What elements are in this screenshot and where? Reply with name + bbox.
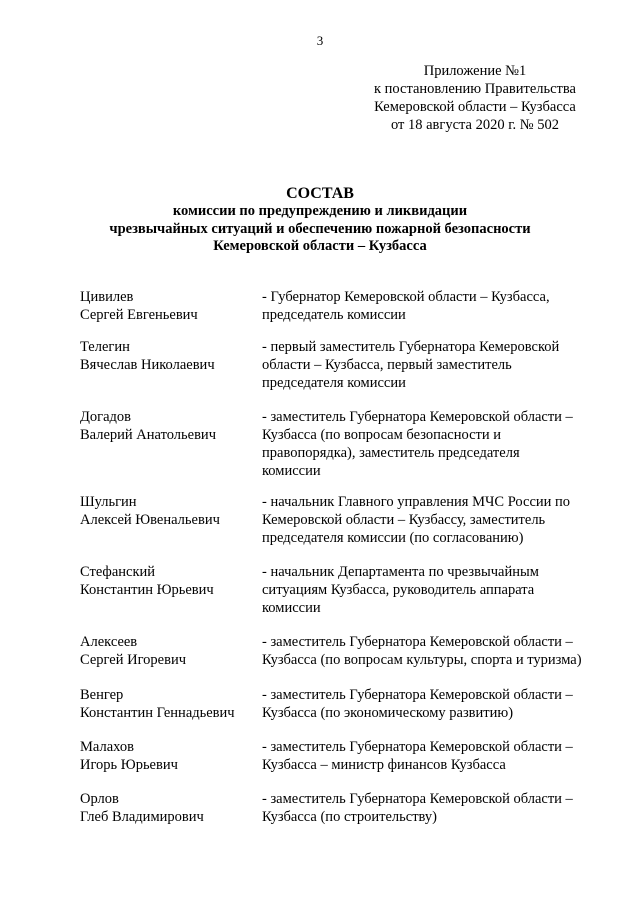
member-role-line: комиссии xyxy=(262,600,321,616)
appendix-header xyxy=(360,62,590,134)
member-role-line: ситуациям Кузбасса, руководитель аппарата xyxy=(262,582,535,598)
appendix-line: Приложение №1 xyxy=(423,63,527,79)
member-role-line: - начальник Главного управления МЧС России по xyxy=(262,494,571,510)
member-name xyxy=(80,338,260,374)
appendix-line: Кемеровской области – Кузбасса xyxy=(374,99,576,115)
member-name xyxy=(80,493,260,529)
member-role-line: Кузбасса (по вопросам культуры, спорта и туризма) xyxy=(262,652,582,668)
member-name xyxy=(80,686,260,722)
member-role-line: - начальник Департамента по чрезвычайным xyxy=(262,564,539,580)
member-role-line: - Губернатор Кемеровской области – Кузбасса, xyxy=(262,289,550,305)
member-role-line: председателя комиссии (по согласованию) xyxy=(262,530,524,546)
title-line: Кемеровской области – Кузбасса xyxy=(213,238,427,254)
member-name-line: Константин Юрьевич xyxy=(80,582,214,598)
member-role xyxy=(262,408,602,480)
member-name-line: Телегин xyxy=(80,339,130,355)
member-role-line: - заместитель Губернатора Кемеровской области – xyxy=(262,634,573,650)
member-role-line: - первый заместитель Губернатора Кемеровской xyxy=(262,339,560,355)
member-role-line: комиссии xyxy=(262,463,321,479)
member-role xyxy=(262,738,602,774)
member-name-line: Алексеев xyxy=(80,634,138,650)
member-name xyxy=(80,288,260,324)
member-role-line: Кузбасса (по вопросам безопасности и xyxy=(262,427,502,443)
appendix-line: к постановлению Правительства xyxy=(374,81,576,97)
member-role-line: правопорядка), заместитель председателя xyxy=(262,445,520,461)
document-title xyxy=(0,184,640,256)
member-name xyxy=(80,563,260,599)
member-name-line: Стефанский xyxy=(80,564,156,580)
member-name-line: Цивилев xyxy=(80,289,134,305)
member-name-line: Сергей Игоревич xyxy=(80,652,187,668)
member-name-line: Глеб Владимирович xyxy=(80,809,204,825)
member-name-line: Орлов xyxy=(80,791,119,807)
member-role-line: - заместитель Губернатора Кемеровской области – xyxy=(262,409,573,425)
member-role xyxy=(262,686,602,722)
title-main: СОСТАВ xyxy=(286,185,354,202)
member-role xyxy=(262,338,602,392)
member-name xyxy=(80,408,260,444)
member-role-line: председателя комиссии xyxy=(262,375,406,391)
member-name xyxy=(80,790,260,826)
member-role-line: Кузбасса (по строительству) xyxy=(262,809,437,825)
member-name xyxy=(80,738,260,774)
appendix-line: от 18 августа 2020 г. № 502 xyxy=(390,117,560,133)
member-role-line: Кузбасса (по экономическому развитию) xyxy=(262,705,514,721)
member-role-line: Кемеровской области – Кузбассу, заместитель xyxy=(262,512,546,528)
member-name-line: Валерий Анатольевич xyxy=(80,427,216,443)
title-line: комиссии по предупреждению и ликвидации xyxy=(172,203,468,219)
member-role-line: - заместитель Губернатора Кемеровской области – xyxy=(262,687,573,703)
member-name-line: Игорь Юрьевич xyxy=(80,757,178,773)
member-role xyxy=(262,493,602,547)
member-role-line: - заместитель Губернатора Кемеровской области – xyxy=(262,791,573,807)
member-name xyxy=(80,633,260,669)
member-role xyxy=(262,563,602,617)
member-role-line: области – Кузбасса, первый заместитель xyxy=(262,357,512,373)
member-name-line: Малахов xyxy=(80,739,134,755)
member-name-line: Вячеслав Николаевич xyxy=(80,357,215,373)
member-role xyxy=(262,790,602,826)
member-name-line: Константин Геннадьевич xyxy=(80,705,235,721)
member-role-line: Кузбасса – министр финансов Кузбасса xyxy=(262,757,506,773)
member-role-line: - заместитель Губернатора Кемеровской области – xyxy=(262,739,573,755)
member-name-line: Алексей Ювенальевич xyxy=(80,512,220,528)
member-name-line: Венгер xyxy=(80,687,124,703)
title-line: чрезвычайных ситуаций и обеспечению пожарной безопасности xyxy=(109,220,531,237)
member-role-line: председатель комиссии xyxy=(262,307,406,323)
page-number: 3 xyxy=(316,33,324,48)
member-role xyxy=(262,633,602,669)
member-name-line: Догадов xyxy=(80,409,131,425)
member-role xyxy=(262,288,602,324)
member-name-line: Сергей Евгеньевич xyxy=(80,307,198,323)
member-name-line: Шульгин xyxy=(80,494,137,510)
